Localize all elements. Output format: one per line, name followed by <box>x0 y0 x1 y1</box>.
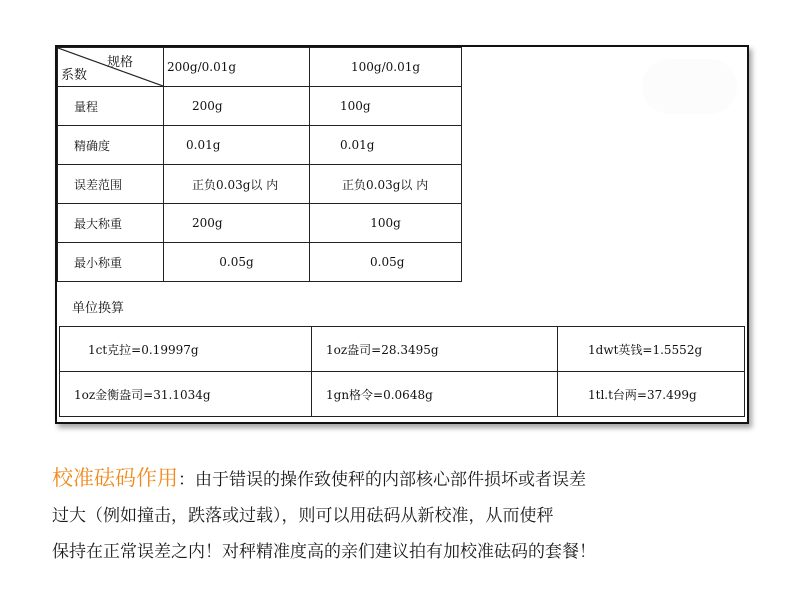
model-b-header: 100g/0.01g <box>310 48 462 87</box>
model-a-header: 200g/0.01g <box>164 48 310 87</box>
conversion-cell: 1gn格令=0.0648g <box>312 372 558 417</box>
corner-top-label: 规格 <box>106 55 133 70</box>
faint-watermark <box>642 59 737 114</box>
row-label: 精确度 <box>58 126 164 165</box>
row-label: 误差范围 <box>58 165 164 204</box>
conversion-cell: 1oz盎司=28.3495g <box>312 327 558 372</box>
table-row <box>58 204 462 243</box>
units-title: 单位换算 <box>72 301 125 316</box>
row-label: 量程 <box>58 87 164 126</box>
conversion-cell: 1ct克拉=0.19997g <box>60 327 312 372</box>
row-label: 最大称重 <box>58 204 164 243</box>
table-row <box>60 327 745 372</box>
corner-cell <box>58 48 164 87</box>
spec-card <box>55 45 749 424</box>
conversion-cell: 1oz金衡盎司=31.1034g <box>60 372 312 417</box>
row-value-b: 正负0.03g以 内 <box>310 165 462 204</box>
table-row <box>58 165 462 204</box>
note-text: 保持在正常误差之内！对秤精准度高的亲们建议拍有加校准砝码的套餐！ <box>52 542 596 562</box>
table-row <box>58 126 462 165</box>
table-row <box>58 87 462 126</box>
row-label: 最小称重 <box>58 243 164 282</box>
table-row <box>58 243 462 282</box>
conversion-cell: 1tl.t台两=37.499g <box>558 372 745 417</box>
conversion-cell: 1dwt英钱=1.5552g <box>558 327 745 372</box>
conversion-table <box>59 326 745 417</box>
row-value-a: 200g <box>164 87 310 126</box>
row-value-b: 100g <box>310 87 462 126</box>
row-value-b: 100g <box>310 204 462 243</box>
note-line <box>52 460 752 498</box>
row-value-a: 0.01g <box>164 126 310 165</box>
spec-table <box>57 47 462 282</box>
note-text: 过大（例如撞击，跌落或过载），则可以用砝码从新校准，从而使秤 <box>52 506 554 526</box>
row-value-b: 0.05g <box>310 243 462 282</box>
note-heading: 校准砝码作用 <box>52 466 178 490</box>
table-header-row <box>58 48 462 87</box>
row-value-a: 200g <box>164 204 310 243</box>
row-value-a: 正负0.03g以 内 <box>164 165 310 204</box>
corner-bottom-label: 系数 <box>61 68 88 83</box>
note-text: ：由于错误的操作致使秤的内部核心部件损坏或者误差 <box>178 470 586 490</box>
table-row <box>60 372 745 417</box>
row-value-a: 0.05g <box>164 243 310 282</box>
row-value-b: 0.01g <box>310 126 462 165</box>
calibration-note <box>52 460 752 570</box>
